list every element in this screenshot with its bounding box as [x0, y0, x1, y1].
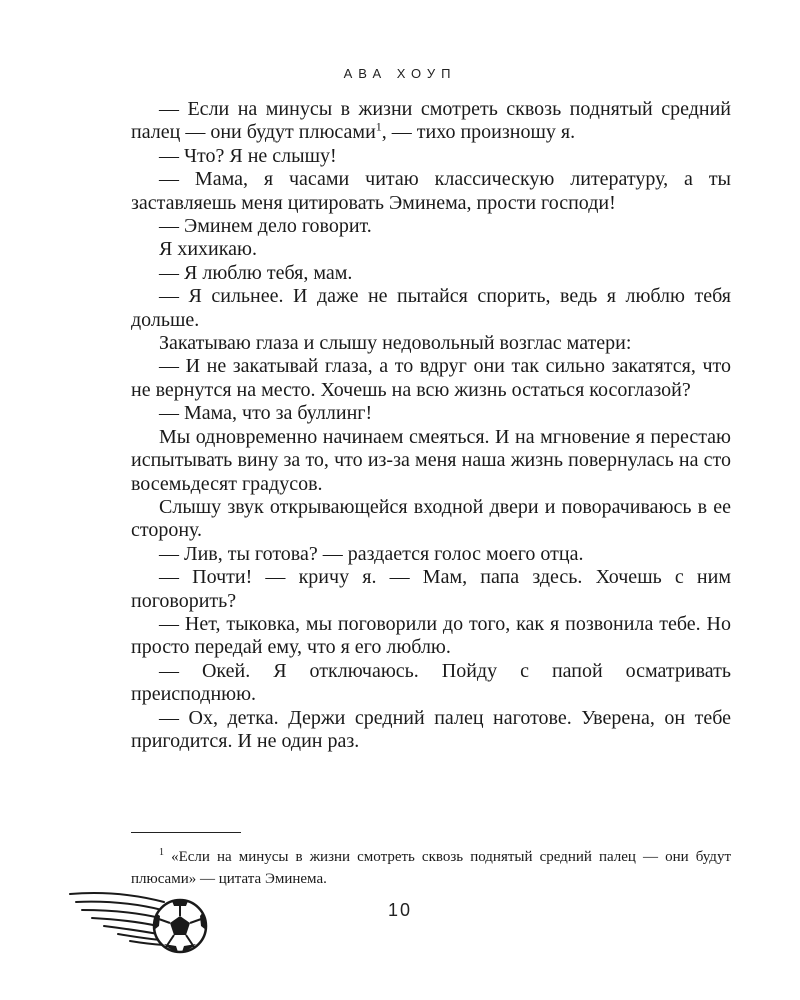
footnote-reference[interactable]: 1 [375, 119, 382, 134]
paragraph: — Нет, тыковка, мы поговорили до того, как я позвонила тебе. Но просто передай ему, что я его люблю. [131, 612, 731, 659]
footnote-paragraph [131, 846, 731, 890]
paragraph: — Эминем дело говорит. [159, 215, 372, 238]
paragraph: Слышу звук открывающейся входной двери и поворачиваюсь в ее сторону. [131, 495, 731, 542]
paragraph: Я хихикаю. [159, 238, 257, 261]
footnote-text: «Если на минусы в жизни смотреть сквозь поднятый средний палец — они будут плюсами» — цитата Эминема. [131, 849, 731, 887]
paragraph-1-after: , — тихо произношу я. [381, 121, 576, 144]
paragraph-1 [131, 98, 731, 145]
paragraph: — Лив, ты готова? — раздается голос моего отца. [159, 542, 584, 565]
paragraph: — Я люблю тебя, мам. [159, 261, 353, 284]
footnote-marker: 1 [159, 847, 164, 858]
page-number: 10 [387, 900, 413, 920]
paragraph: — Мама, я часами читаю классическую литературу, а ты заставляешь меня цитировать Эминема, прости господи! [131, 168, 731, 214]
paragraph: — Мама, что за буллинг! [159, 402, 373, 425]
paragraph: — Окей. Я отключаюсь. Пойду с папой осматривать преисподнюю. [131, 659, 731, 706]
paragraph: — Что? Я не слышу! [159, 144, 337, 167]
paragraph-1-before: — Если на минусы в жизни смотреть сквозь поднятый средний палец — они будут плюсами [131, 98, 731, 144]
footnote-divider [131, 832, 241, 833]
footnote [131, 846, 731, 890]
paragraph: Мы одновременно начинаем смеяться. И на мгновение я перестаю испытывать вину за то, что из-за меня наша жизнь повернулась на сто восемьдесят градусов. [131, 425, 731, 495]
paragraph: — Ох, детка. Держи средний палец наготове. Уверена, он тебе пригодится. И не один раз. [131, 706, 731, 752]
paragraph: Закатываю глаза и слышу недовольный возглас матери: [159, 332, 632, 355]
paragraph: — Почти! — кричу я. — Мам, папа здесь. Хочешь с ним поговорить? [131, 566, 731, 612]
running-head: АВА ХОУП [343, 66, 457, 81]
paragraph: — Я сильнее. И даже не пытайся спорить, ведь я люблю тебя дольше. [131, 285, 731, 331]
body-text [131, 98, 731, 753]
paragraph: — И не закатывай глаза, а то вдруг они так сильно закатятся, что не вернутся на место. Хочешь на всю жизнь остаться косоглазой? [131, 355, 731, 401]
